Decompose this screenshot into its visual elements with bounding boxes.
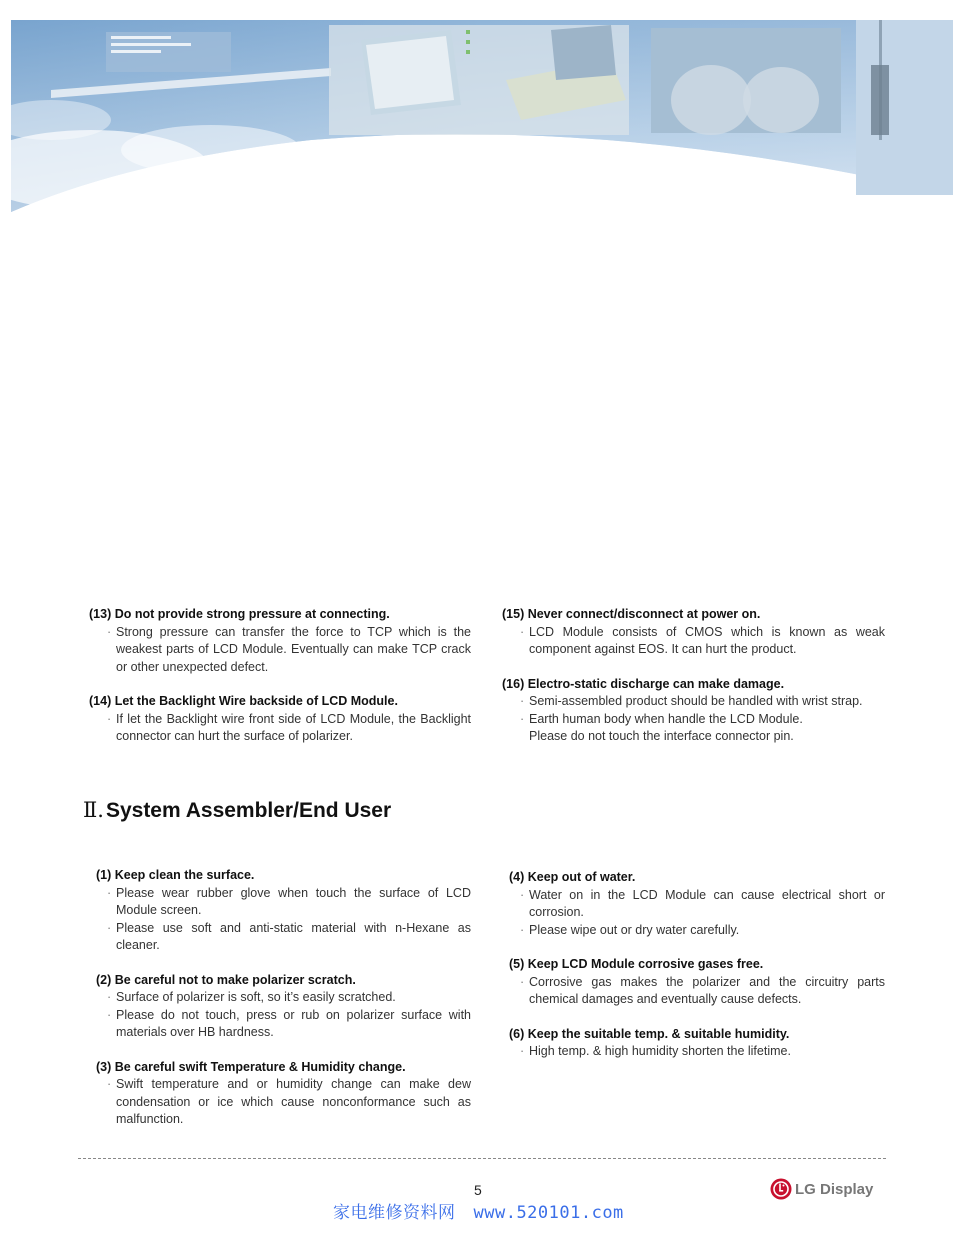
bullet-text: Strong pressure can transfer the force to TCP which is the weakest parts of LCD Module. Eventually can make TCP crack or other unexpected defect. (116, 624, 471, 674)
lower-right-column (509, 869, 885, 1078)
item-13 (89, 606, 471, 676)
bullet-text: Surface of polarizer is soft, so it’s easily scratched. (116, 990, 396, 1004)
item-title: (4) Keep out of water. (509, 870, 636, 884)
bullet-point (96, 989, 471, 1007)
bullet-dot: · (107, 920, 112, 935)
bullet-point (509, 974, 885, 1009)
bullet-point (96, 1007, 471, 1042)
item-title: (16) Electro-static discharge can make damage. (502, 676, 785, 691)
bullet-text: Please wipe out or dry water carefully. (529, 922, 740, 937)
bullet-text: Semi-assembled product should be handled with wrist strap. (529, 694, 863, 708)
section-heading (83, 798, 391, 823)
watermark-url: www.520101.com (473, 1203, 624, 1223)
upper-left-column (89, 606, 471, 763)
section-title: System Assembler/End User (105, 799, 392, 822)
bullet-text: LCD Module consists of CMOS which is known as weak component against EOS. It can hurt the product. (529, 624, 885, 656)
item-title: (2) Be careful not to make polarizer scratch. (96, 972, 356, 987)
bullet-point (96, 920, 471, 955)
item-16 (502, 676, 885, 746)
item-3 (96, 1059, 471, 1129)
bullet-text: If let the Backlight wire front side of LCD Module, the Backlight connector can hurt the surface of polarizer. (116, 711, 471, 743)
bullet-point (509, 1043, 885, 1061)
bullet-dot: · (520, 694, 525, 708)
item-title: (5) Keep LCD Module corrosive gases free. (509, 957, 764, 971)
page-number: 5 (474, 1182, 482, 1198)
item-15 (502, 606, 885, 659)
bullet-dot: · (520, 887, 525, 902)
bullet-dot: · (107, 1007, 112, 1022)
bullet-dot: · (520, 922, 525, 937)
watermark-site-name: 家电维修资料网 (333, 1203, 456, 1223)
bullet-point (502, 693, 885, 711)
header-banner (11, 20, 953, 212)
bullet-continuation: Please do not touch the interface connector pin. (529, 729, 794, 743)
bullet-point (89, 624, 471, 677)
bullet-point (96, 1076, 471, 1129)
footer-divider (78, 1158, 886, 1159)
bullet-point (509, 887, 885, 922)
bullet-text: Earth human body when handle the LCD Module. (529, 711, 803, 726)
item-title: (1) Keep clean the surface. (96, 868, 255, 882)
bullet-text: Water on in the LCD Module can cause electrical short or corrosion. (529, 887, 885, 919)
bullet-text: Please use soft and anti-static material with n-Hexane as cleaner. (116, 920, 471, 952)
item-title: (13) Do not provide strong pressure at connecting. (89, 607, 390, 621)
upper-right-column (502, 606, 885, 763)
bullet-text: High temp. & high humidity shorten the lifetime. (529, 1044, 791, 1058)
lg-logo-icon (770, 1178, 792, 1200)
item-1 (96, 867, 471, 955)
item-2 (96, 972, 471, 1042)
item-4 (509, 869, 885, 939)
bullet-dot: · (107, 990, 112, 1004)
bullet-text: Please wear rubber glove when touch the surface of LCD Module screen. (116, 885, 471, 917)
section-number: Ⅱ. (83, 798, 104, 822)
lg-display-logo (770, 1178, 873, 1200)
bullet-dot: · (520, 624, 525, 639)
item-title: (6) Keep the suitable temp. & suitable humidity. (509, 1026, 790, 1041)
bullet-text: Corrosive gas makes the polarizer and the circuitry parts chemical damages and eventually cause defects. (529, 974, 885, 1006)
bullet-point (502, 711, 885, 729)
logo-text: LG Display (795, 1180, 874, 1198)
bullet-dot: · (107, 885, 112, 900)
bullet-dot: · (520, 1044, 525, 1058)
item-6 (509, 1026, 885, 1061)
item-14 (89, 693, 471, 746)
bullet-point (509, 922, 885, 940)
lower-left-column (96, 867, 471, 1146)
bullet-point (89, 711, 471, 746)
bullet-dot: · (107, 711, 112, 726)
bullet-dot: · (520, 974, 525, 989)
bullet-text: Please do not touch, press or rub on polarizer surface with materials over HB hardness. (116, 1007, 471, 1039)
item-5 (509, 956, 885, 1009)
bullet-point (96, 885, 471, 920)
item-title: (14) Let the Backlight Wire backside of LCD Module. (89, 694, 398, 708)
bullet-text: Swift temperature and or humidity change can make dew condensation or ice which cause nonconformance such as malfunction. (116, 1077, 471, 1126)
watermark (333, 1198, 624, 1223)
bullet-dot: · (107, 624, 112, 639)
bullet-point (502, 624, 885, 659)
item-title: (15) Never connect/disconnect at power on. (502, 607, 761, 621)
bullet-dot: · (520, 711, 525, 726)
bullet-dot: · (107, 1077, 112, 1091)
item-title: (3) Be careful swift Temperature & Humidity change. (96, 1059, 406, 1074)
